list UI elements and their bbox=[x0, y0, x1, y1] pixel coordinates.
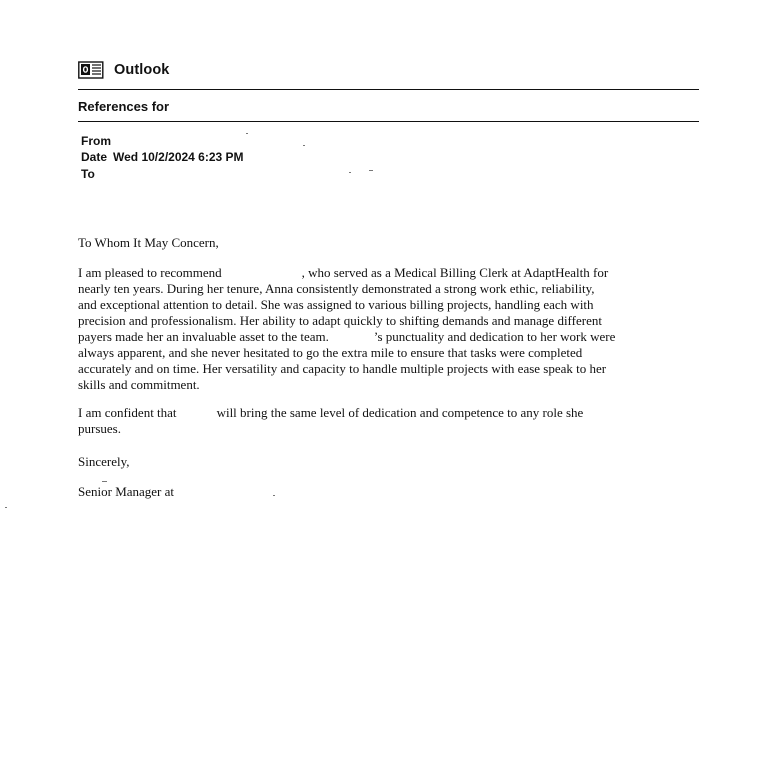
paragraph-line: accurately and on time. Her versatility and capacity to handle multiple projects with ease speak to her bbox=[78, 361, 607, 376]
paragraph-line bbox=[78, 405, 718, 421]
paragraph-text: I am pleased to recommend bbox=[78, 265, 222, 280]
email-salutation: To Whom It May Concern, bbox=[78, 235, 219, 250]
paragraph-line: pursues. bbox=[78, 421, 121, 436]
paragraph-text: payers made her an invaluable asset to the team. bbox=[78, 329, 329, 344]
email-paragraph-1 bbox=[78, 265, 718, 393]
paragraph-text: , who served as a Medical Billing Clerk at AdaptHealth for bbox=[301, 265, 609, 280]
scan-speck bbox=[369, 170, 373, 171]
from-row bbox=[81, 133, 117, 149]
paragraph-text: will bring the same level of dedication and competence to any role she bbox=[216, 405, 584, 420]
scan-speck bbox=[5, 507, 7, 508]
scan-speck bbox=[273, 495, 275, 496]
paragraph-text: ’s punctuality and dedication to her work were bbox=[373, 329, 616, 344]
subject-divider bbox=[78, 121, 699, 122]
to-row bbox=[81, 166, 101, 182]
date-label: Date bbox=[81, 150, 108, 164]
date-row bbox=[81, 149, 244, 165]
paragraph-line bbox=[78, 265, 718, 281]
app-header bbox=[78, 58, 169, 82]
paragraph-line bbox=[78, 329, 718, 345]
paragraph-line: nearly ten years. During her tenure, Anna consistently demonstrated a strong work ethic, reliability, bbox=[78, 281, 595, 296]
date-value: Wed 10/2/2024 6:23 PM bbox=[113, 150, 244, 164]
app-title: Outlook bbox=[114, 62, 170, 78]
paragraph-line: skills and commitment. bbox=[78, 377, 200, 392]
email-subject: References for bbox=[78, 99, 170, 114]
scan-speck bbox=[102, 481, 107, 482]
outlook-logo-icon bbox=[78, 61, 104, 79]
paragraph-line: always apparent, and she never hesitated to go the extra mile to ensure that tasks were completed bbox=[78, 345, 583, 360]
email-signature: Senior Manager at bbox=[78, 484, 175, 499]
paragraph-text: I am confident that bbox=[78, 405, 177, 420]
email-closing: Sincerely, bbox=[78, 454, 130, 469]
to-label: To bbox=[81, 167, 95, 181]
paragraph-line: and exceptional attention to detail. She was assigned to various billing projects, handling each with bbox=[78, 297, 594, 312]
paragraph-line: precision and professionalism. Her ability to adapt quickly to shifting demands and manage different bbox=[78, 313, 602, 328]
scan-speck bbox=[246, 133, 248, 134]
scan-speck bbox=[303, 145, 305, 146]
scan-speck bbox=[349, 172, 351, 173]
email-paragraph-2 bbox=[78, 405, 718, 437]
from-label: From bbox=[81, 134, 111, 148]
header-divider bbox=[78, 89, 699, 90]
